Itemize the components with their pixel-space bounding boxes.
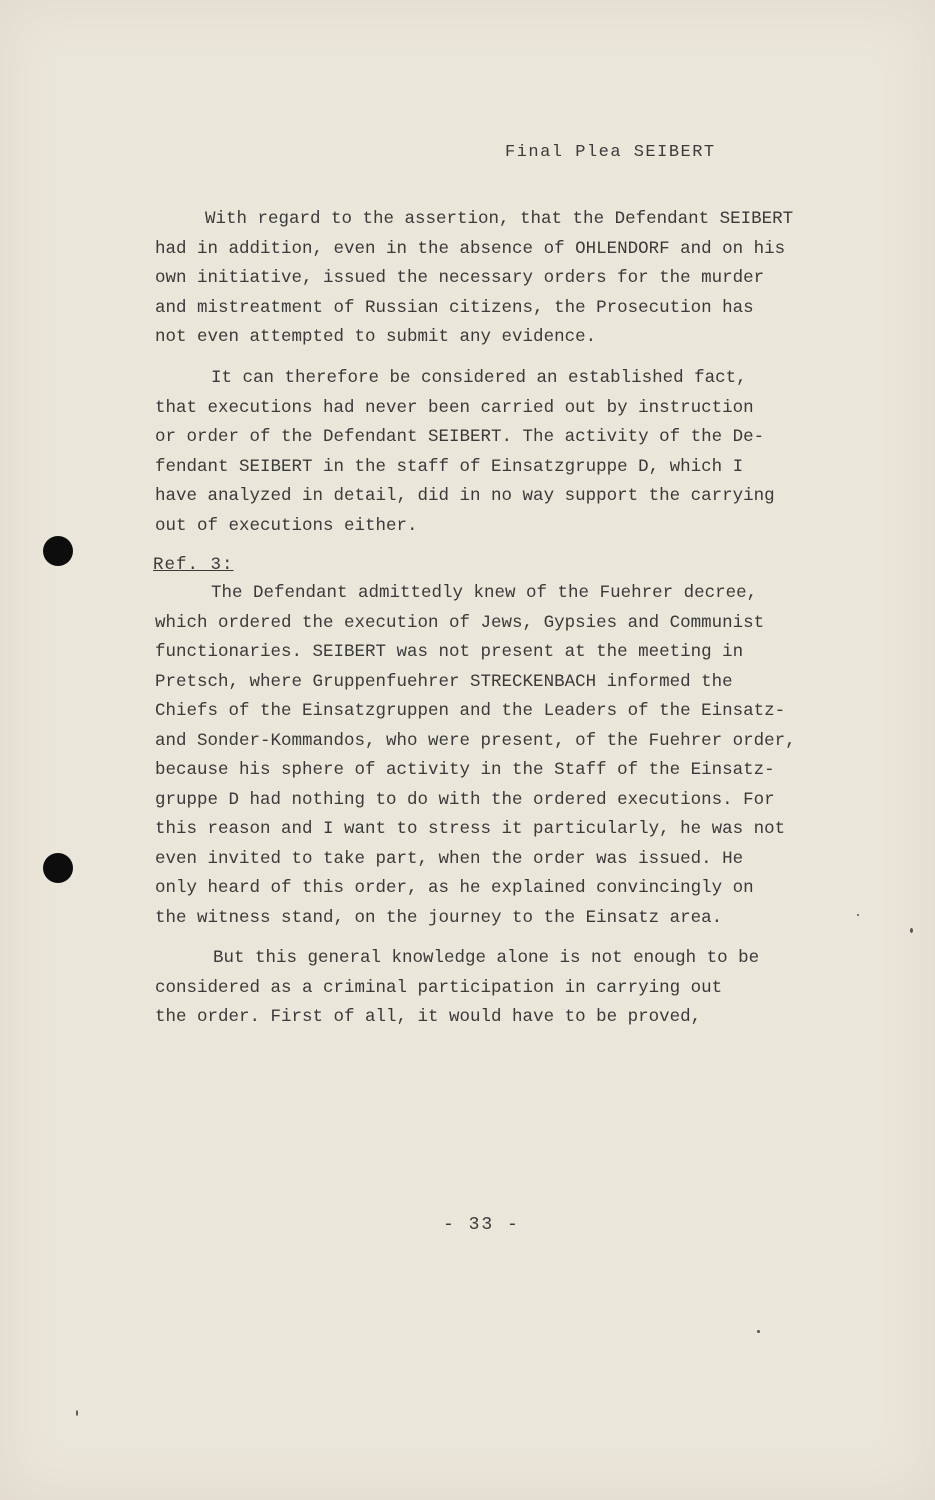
text-line: had in addition, even in the absence of OHLENDORF and on his [155, 238, 786, 259]
text-line: that executions had never been carried out by instruction [155, 397, 754, 418]
text-line: The Defendant admittedly knew of the Fuehrer decree, [211, 583, 758, 603]
text-line: gruppe D had nothing to do with the ordered executions. For [155, 789, 775, 810]
paper-speck [76, 1410, 78, 1416]
text-line: only heard of this order, as he explained convincingly on [155, 878, 754, 898]
text-line: considered as a criminal participation in carrying out [155, 977, 723, 998]
text-line: functionaries. SEIBERT was not present at the meeting in [155, 642, 744, 662]
paragraph-4 [155, 944, 875, 1033]
text-line: Chiefs of the Einsatzgruppen and the Leaders of the Einsatz- [155, 701, 786, 721]
text-line: because his sphere of activity in the Staff of the Einsatz- [155, 760, 775, 780]
paper-speck [757, 1330, 760, 1333]
text-line: the order. First of all, it would have to be proved, [155, 1007, 702, 1027]
text-line: out of executions either. [155, 515, 418, 536]
text-line: Pretsch, where Gruppenfuehrer STRECKENBACH informed the [155, 671, 733, 692]
text-line: fendant SEIBERT in the staff of Einsatzgruppe D, which I [155, 456, 744, 477]
text-line: It can therefore be considered an established fact, [211, 368, 747, 388]
section-heading-ref-3: Ref. 3: [153, 555, 234, 575]
paragraph-3 [155, 579, 875, 933]
text-line: the witness stand, on the journey to the Einsatz area. [155, 907, 723, 928]
paper-speck [857, 914, 859, 916]
paragraph-2 [155, 364, 875, 541]
text-line: and mistreatment of Russian citizens, the Prosecution has [155, 297, 754, 318]
paragraph-1 [155, 205, 875, 353]
text-line: But this general knowledge alone is not enough to be [213, 948, 760, 968]
document-header: Final Plea SEIBERT [505, 143, 716, 162]
text-line: have analyzed in detail, did in no way support the carrying [155, 486, 775, 506]
punch-hole [43, 536, 73, 566]
paper-speck [910, 928, 913, 933]
text-line: even invited to take part, when the order was issued. He [155, 848, 744, 869]
text-line: this reason and I want to stress it particularly, he was not [155, 819, 786, 839]
text-line: which ordered the execution of Jews, Gypsies and Communist [155, 612, 765, 633]
text-line: or order of the Defendant SEIBERT. The activity of the De- [155, 427, 765, 447]
text-line: not even attempted to submit any evidence. [155, 327, 597, 347]
punch-hole [43, 853, 73, 883]
text-line: own initiative, issued the necessary orders for the murder [155, 268, 765, 288]
text-line: and Sonder-Kommandos, who were present, of the Fuehrer order, [155, 730, 796, 751]
text-line: With regard to the assertion, that the Defendant SEIBERT [205, 209, 794, 229]
page-number: - 33 - [443, 1215, 520, 1235]
